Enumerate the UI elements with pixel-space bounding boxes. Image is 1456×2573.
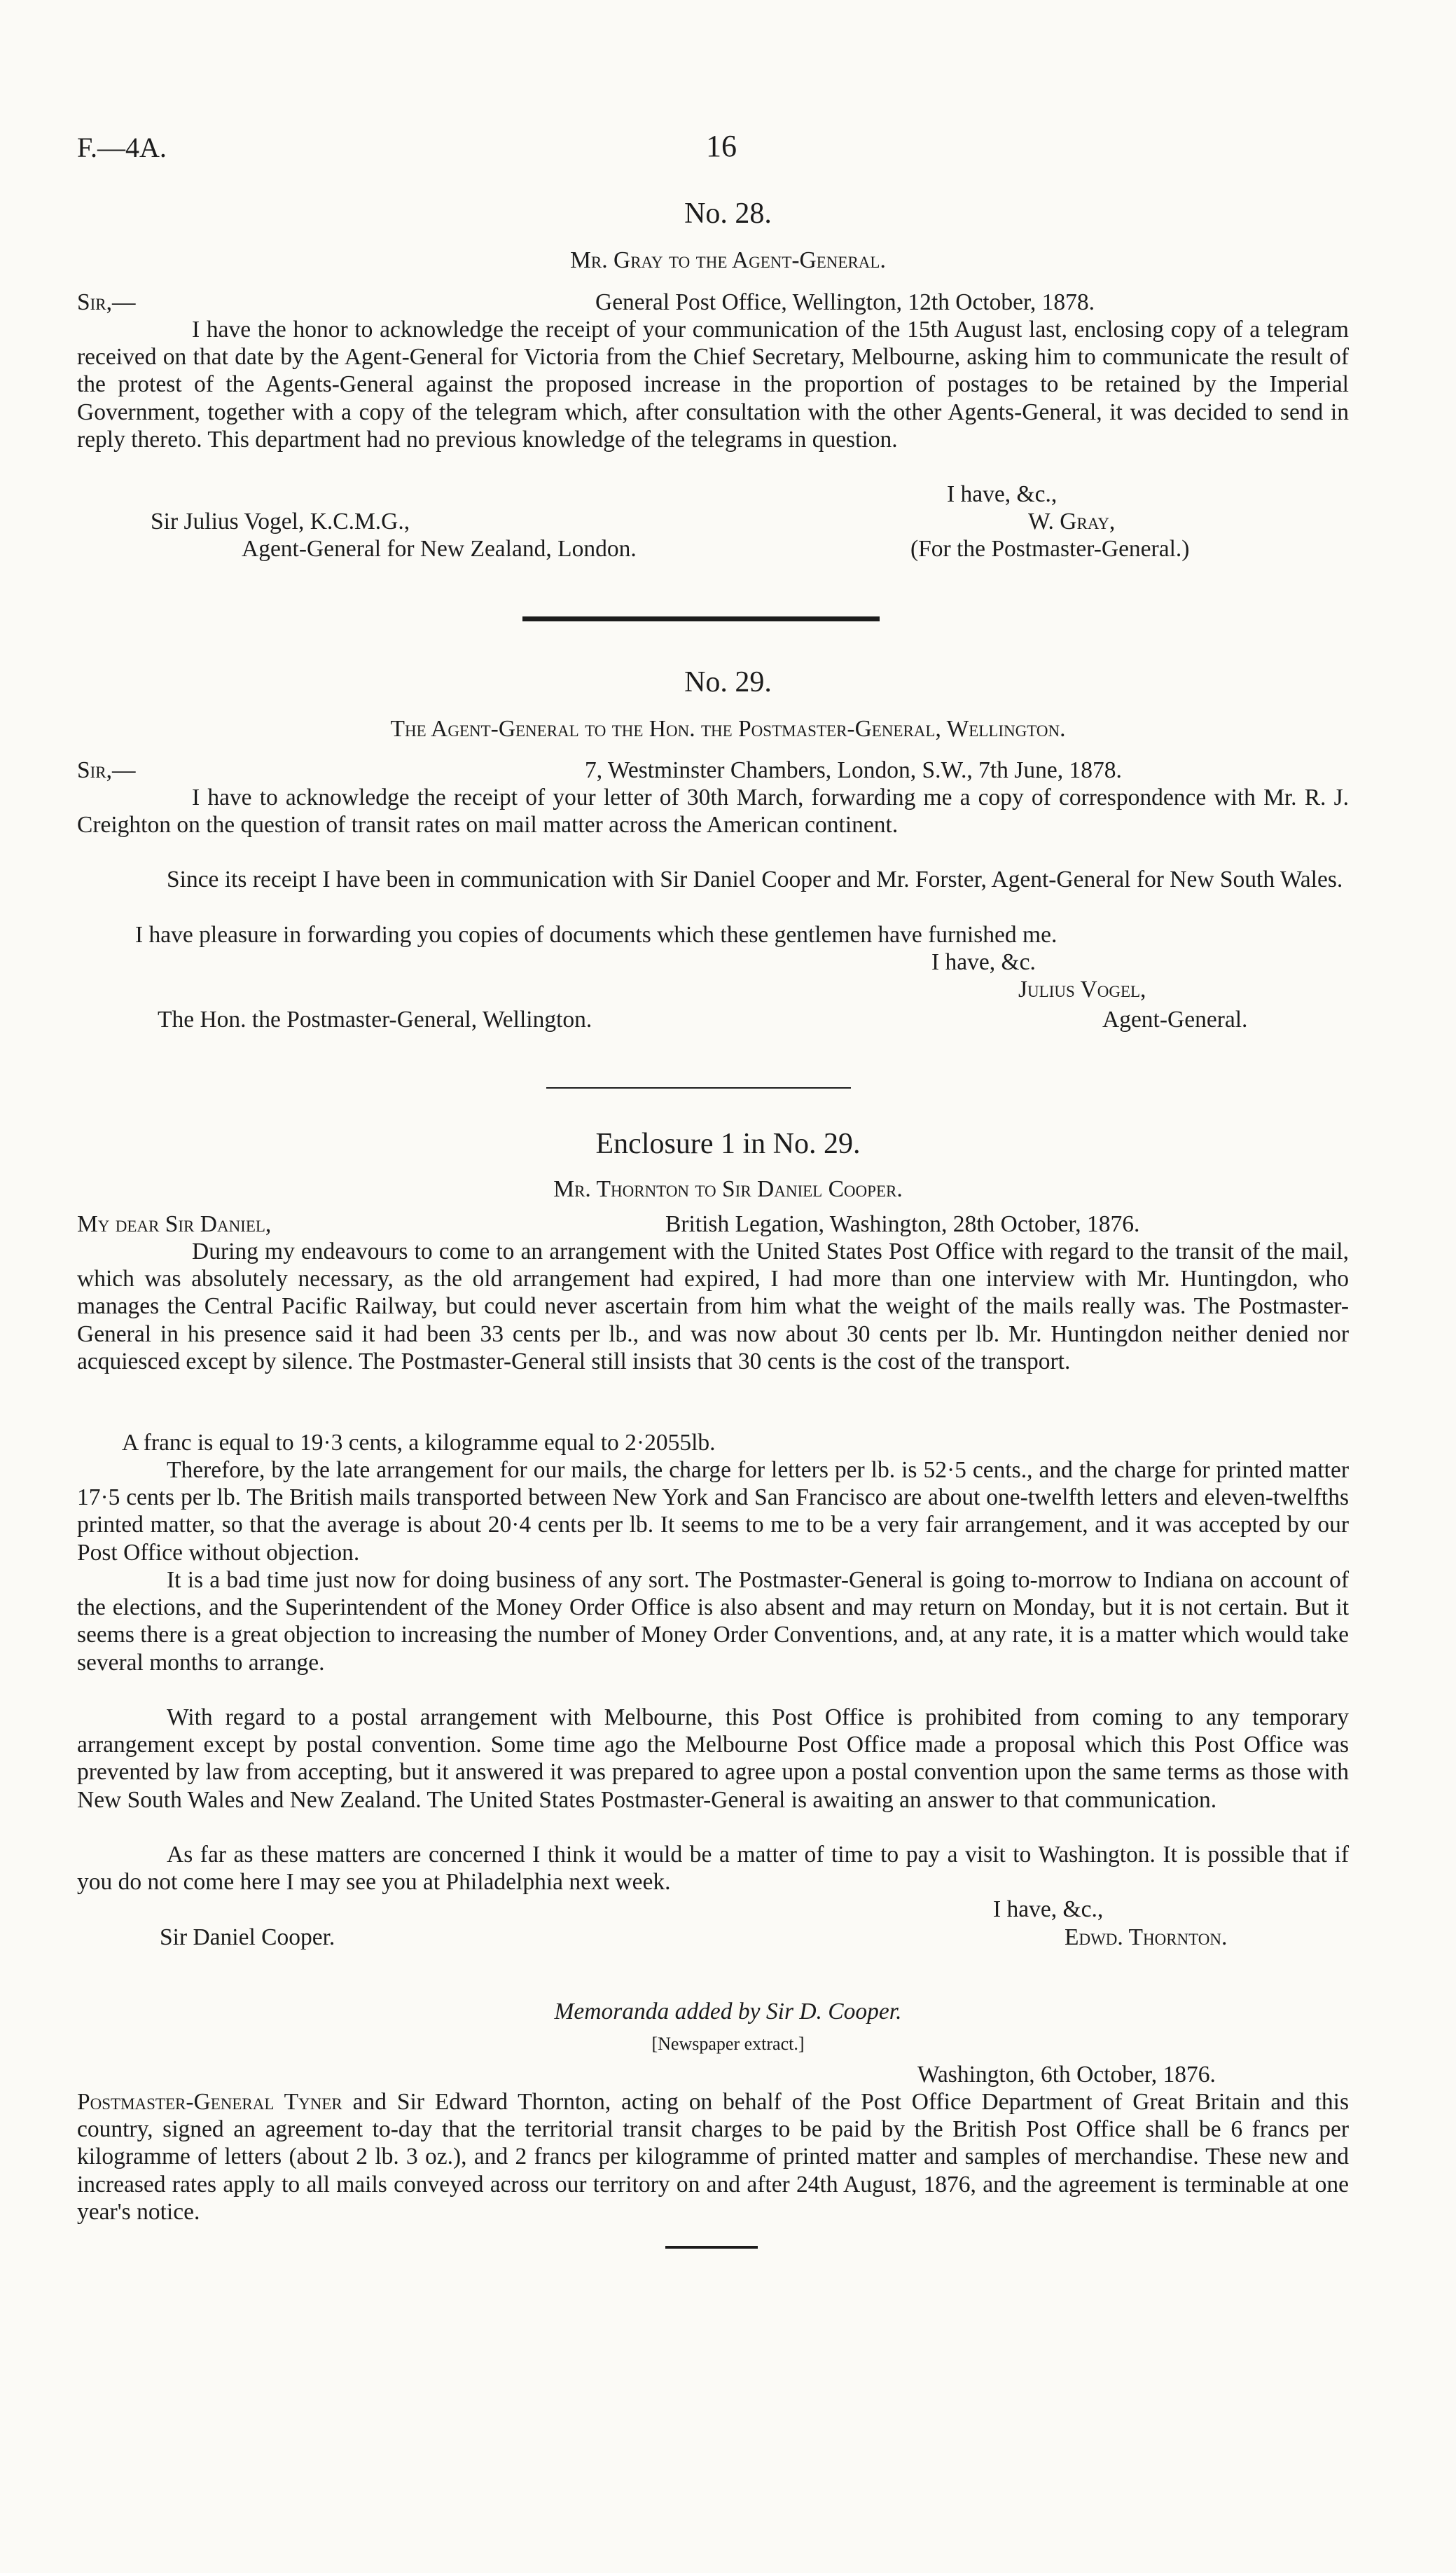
letter-paragraph: I have to acknowledge the receipt of your letter of 30th March, forwarding me a copy of correspondence with Mr. R. J. Creighton on the question of transit rates on mail matter across the American continent. (77, 785, 1349, 839)
letter-paragraph: Since its receipt I have been in communication with Sir Daniel Cooper and Mr. Forster, Agent-General for New South Wales. (167, 867, 1343, 892)
dateline: 7, Westminster Chambers, London, S.W., 7th June, 1878. (585, 757, 1122, 783)
addressee-title: Agent-General for New Zealand, London. (242, 536, 637, 562)
signer: Julius Vogel, (1018, 977, 1146, 1002)
letter-subheading: The Agent-General to the Hon. the Postmaster-General, Wellington. (390, 716, 1066, 742)
letter-paragraph: A franc is equal to 19·3 cents, a kilogramme equal to 2·2055lb. (122, 1430, 716, 1456)
letter-paragraph: With regard to a postal arrangement with Melbourne, this Post Office is prohibited from coming to any temporary arrangement except by postal convention. Some time ago the Melbourne Post Office made a proposal which this Post Office was prevented by law from accepting, but it answered it was prepared to agree upon a postal convention upon the same terms as those with New South Wales and New Zealand. The United States Postmaster-General is awaiting an answer to that communication. (77, 1704, 1349, 1813)
closing: I have, &c. (931, 949, 1036, 975)
letter-heading: No. 29. (684, 666, 772, 698)
dateline: General Post Office, Wellington, 12th October, 1878. (595, 289, 1095, 315)
letter-heading: No. 28. (684, 198, 772, 230)
memoranda-lead: Postmaster-General Tyner (77, 2089, 342, 2115)
document-reference: F.—4A. (77, 132, 167, 163)
signer-note: (For the Postmaster-General.) (910, 536, 1190, 562)
dateline: Washington, 6th October, 1876. (917, 2062, 1216, 2088)
signer: W. Gray, (1028, 509, 1116, 534)
letter-paragraph: I have the honor to acknowledge the receipt of your communication of the 15th August last, enclosing copy of a telegram received on that date by the Agent-General for Victoria from the Chief Secretary, Melbourne, asking him to communicate the result of the protest of the Agents-General against the proposed increase in the proportion of postages to be retained by the Imperial Government, together with a copy of the telegram which, after consultation with the other Agents-General, it was decided to send in reply thereto. This department had no previous knowledge of the telegrams in question. (77, 317, 1349, 453)
letter-paragraph: It is a bad time just now for doing business of any sort. The Postmaster-General is going to-morrow to Indiana on account of the elections, and the Superintendent of the Money Order Office is also absent and may return on Monday, but it is not certain. But it seems there is a great objection to increasing the number of Money Order Conventions, and, at any rate, it is a matter which would take several months to arrange. (77, 1567, 1349, 1676)
letter-subheading: Mr. Gray to the Agent-General. (570, 247, 886, 273)
addressee: Sir Daniel Cooper. (160, 1924, 335, 1950)
section-divider (546, 1087, 851, 1089)
closing: I have, &c., (947, 481, 1058, 507)
dateline: British Legation, Washington, 28th October, 1876. (665, 1211, 1140, 1237)
memoranda-note: [Newspaper extract.] (651, 2034, 805, 2054)
signer: Edwd. Thornton. (1065, 1924, 1228, 1950)
section-divider (522, 616, 880, 621)
closing: I have, &c., (993, 1896, 1104, 1922)
memoranda-paragraph (77, 2088, 1349, 2226)
letter-paragraph: During my endeavours to come to an arrangement with the United States Post Office with regard to the transit of the mail, which was absolutely necessary, as the old arrangement had expired, I had more than one interview with Mr. Huntingdon, who manages the Central Pacific Railway, but could never ascertain from him what the weight of the mails really was. The Postmaster-General in his presence said it had been 33 cents per lb., and was now about 30 cents per lb. Mr. Huntingdon neither denied nor acquiesced except by silence. The Postmaster-General still insists that 30 cents is the cost of the transport. (77, 1239, 1349, 1374)
salutation: My dear Sir Daniel, (77, 1211, 272, 1237)
salutation: Sir,— (77, 289, 136, 315)
page-number: 16 (706, 129, 737, 163)
enclosure-heading: Enclosure 1 in No. 29. (595, 1128, 861, 1160)
letter-paragraph: I have pleasure in forwarding you copies of documents which these gentlemen have furnished me. (135, 922, 1058, 948)
enclosure-subheading: Mr. Thornton to Sir Daniel Cooper. (553, 1176, 903, 1202)
letter-paragraph: As far as these matters are concerned I think it would be a matter of time to pay a visit to Washington. It is possible that if you do not come here I may see you at Philadelphia next week. (77, 1842, 1349, 1896)
memoranda-heading: Memoranda added by Sir D. Cooper. (554, 1999, 902, 2024)
closing-divider (665, 2246, 758, 2249)
signer-title: Agent-General. (1102, 1007, 1248, 1033)
salutation: Sir,— (77, 757, 136, 783)
addressee: The Hon. the Postmaster-General, Wellington. (158, 1007, 592, 1033)
letter-paragraph: Therefore, by the late arrangement for our mails, the charge for letters per lb. is 52·5 cents., and the charge for printed matter 17·5 cents per lb. The British mails transported between New York and San Francisco are about one-twelfth letters and eleven-twelfths printed matter, so that the average is about 20·4 cents per lb. It seems to me to be a very fair arrangement, and it was accepted by our Post Office without objection. (77, 1457, 1349, 1566)
memoranda-text: and Sir Edward Thornton, acting on behalf of the Post Office Department of Great Britain and this country, signed an agreement to-day that the territorial transit charges to be paid by the British Post Office shall be 6 francs per kilogramme of letters (about 2 lb. 3 oz.), and 2 francs per kilogramme of printed matter and samples of merchandise. These new and increased rates apply to all mails conveyed across our territory on and after 24th August, 1876, and the agreement is terminable at one year's notice. (77, 2089, 1350, 2225)
addressee-name: Sir Julius Vogel, K.C.M.G., (151, 509, 410, 534)
